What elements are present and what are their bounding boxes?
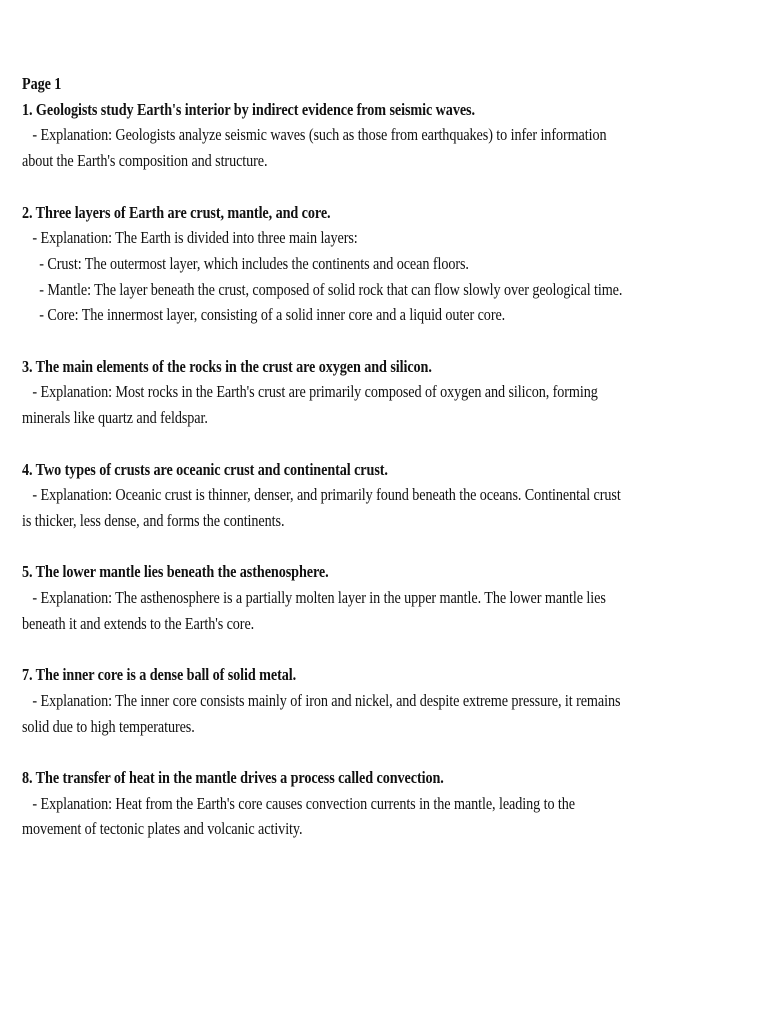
blank-line	[22, 739, 748, 765]
blank-line	[22, 174, 748, 200]
explanation-line: is thicker, less dense, and forms the continents.	[22, 510, 285, 530]
question-heading: 5. The lower mantle lies beneath the asthenosphere.	[22, 562, 329, 582]
question-heading: 8. The transfer of heat in the mantle drives a process called convection.	[22, 767, 444, 787]
blank-line	[22, 636, 748, 662]
explanation-line: - Explanation: Heat from the Earth's core causes convection currents in the mantle, leading to the	[22, 793, 576, 813]
question-heading: 3. The main elements of the rocks in the crust are oxygen and silicon.	[22, 356, 432, 376]
explanation-line: - Explanation: The asthenosphere is a partially molten layer in the upper mantle. The lower mantle lies	[22, 588, 606, 607]
explanation-line: - Mantle: The layer beneath the crust, composed of solid rock that can flow slowly over geological time.	[22, 279, 623, 299]
explanation-line: - Explanation: Most rocks in the Earth's crust are primarily composed of oxygen and silicon, forming	[22, 382, 598, 402]
question-heading: 4. Two types of crusts are oceanic crust and continental crust.	[22, 459, 388, 479]
explanation-line: - Explanation: Geologists analyze seismic waves (such as those from earthquakes) to infer information	[22, 125, 607, 145]
document-body	[22, 97, 748, 842]
explanation-line: about the Earth's composition and structure.	[22, 151, 268, 171]
page-label: Page 1	[22, 74, 62, 93]
blank-line	[22, 328, 748, 354]
blank-line	[22, 534, 748, 560]
question-heading: 1. Geologists study Earth's interior by indirect evidence from seismic waves.	[22, 99, 475, 119]
blank-line	[22, 431, 748, 457]
explanation-line: beneath it and extends to the Earth's core.	[22, 613, 255, 633]
explanation-line: - Explanation: The inner core consists mainly of iron and nickel, and despite extreme pressure, it remains	[22, 690, 621, 710]
explanation-line: - Core: The innermost layer, consisting of a solid inner core and a liquid outer core.	[22, 305, 506, 325]
explanation-line: - Crust: The outermost layer, which includes the continents and ocean floors.	[22, 253, 469, 273]
question-heading: 7. The inner core is a dense ball of solid metal.	[22, 665, 297, 685]
explanation-line: minerals like quartz and feldspar.	[22, 408, 208, 428]
explanation-line: movement of tectonic plates and volcanic activity.	[22, 819, 303, 839]
explanation-line: solid due to high temperatures.	[22, 716, 195, 736]
explanation-line: - Explanation: Oceanic crust is thinner, denser, and primarily found beneath the oceans. Continental crust	[22, 485, 621, 505]
explanation-line: - Explanation: The Earth is divided into three main layers:	[22, 228, 358, 248]
question-heading: 2. Three layers of Earth are crust, mantle, and core.	[22, 202, 331, 222]
